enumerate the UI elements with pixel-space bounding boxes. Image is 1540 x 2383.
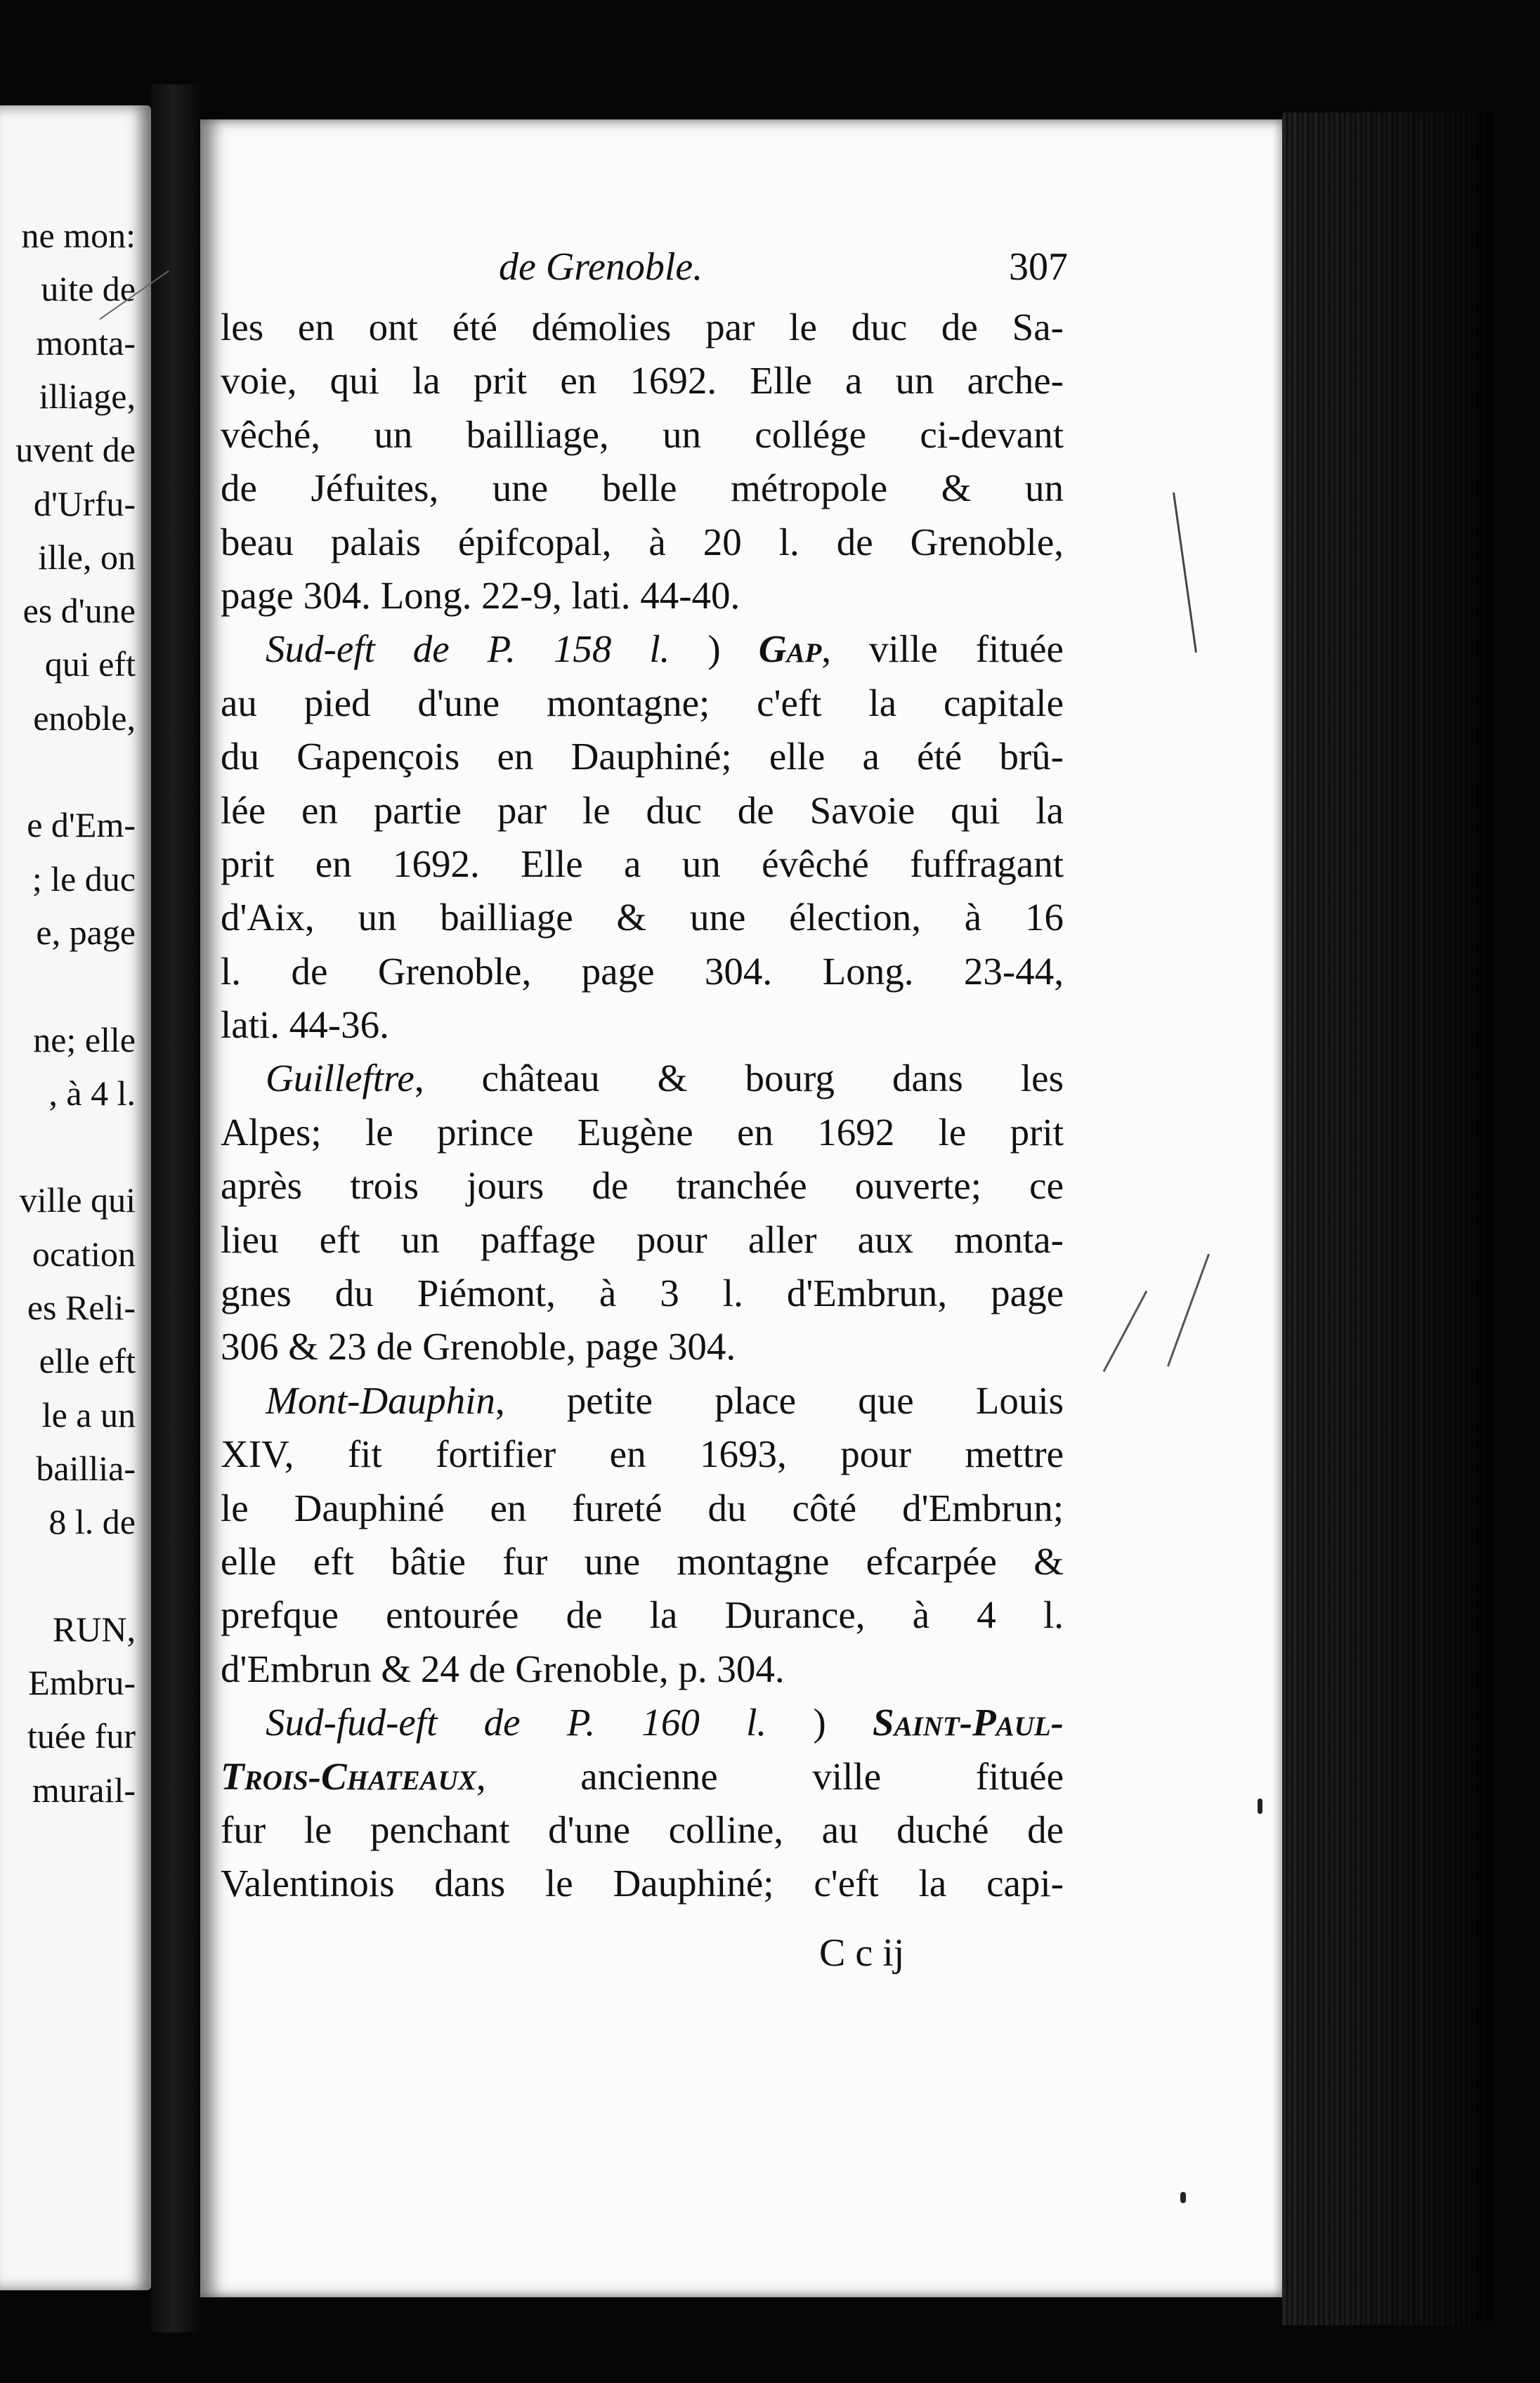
text-run: , ancienne ville fituée <box>476 1754 1064 1798</box>
text-run: lée en partie par le duc de Savoie qui la <box>221 788 1064 832</box>
page-body-text <box>221 301 1064 1911</box>
text-line <box>221 1374 1064 1428</box>
previous-page-fragment: RUN, <box>52 1609 136 1649</box>
previous-page-fragment: es Reli- <box>27 1288 136 1327</box>
scan-speck <box>1258 1798 1262 1814</box>
text-line <box>221 837 1064 891</box>
previous-page-fragment: monta- <box>36 322 136 363</box>
text-run: fur le penchant d'une colline, au duché de <box>221 1808 1064 1851</box>
previous-page-fragment: ne mon: <box>21 216 136 255</box>
text-line <box>221 1482 1064 1535</box>
text-line <box>221 945 1064 998</box>
page-number: 307 <box>1009 245 1068 289</box>
place-name: Saint-Paul- <box>872 1701 1064 1744</box>
text-line <box>221 1428 1064 1481</box>
running-head-title: de Grenoble. <box>499 245 703 289</box>
text-line <box>221 516 1064 569</box>
previous-page-fragment: 8 l. de <box>48 1502 136 1542</box>
text-run: 306 & 23 de Grenoble, page 304. <box>221 1325 736 1369</box>
text-run: les en ont été démolies par le duc de Sa- <box>221 306 1064 348</box>
italic-phrase: Guilleftre <box>266 1057 415 1100</box>
text-line <box>221 1588 1064 1642</box>
text-run: , château & bourg dans les <box>414 1057 1064 1100</box>
previous-page-fragment: qui eft <box>44 644 136 684</box>
text-run: , ville fituée <box>821 627 1064 671</box>
text-line <box>221 998 1064 1052</box>
text-line <box>221 462 1064 515</box>
text-line <box>221 1750 1064 1803</box>
text-run: voie, qui la prit en 1692. Elle a un arche- <box>221 359 1064 403</box>
text-line <box>221 1106 1064 1159</box>
text-run: après trois jours de tranchée ouverte; ce <box>221 1164 1064 1208</box>
previous-page-fragment: baillia- <box>36 1448 136 1488</box>
text-line <box>221 730 1064 783</box>
text-line <box>221 1267 1064 1320</box>
previous-page-fragment: elle eft <box>39 1341 136 1381</box>
previous-page-fragment: ne; elle <box>33 1019 136 1059</box>
previous-page-fragment: ille, on <box>38 537 136 577</box>
text-line <box>221 1159 1064 1213</box>
text-run: page 304. Long. 22-9, lati. 44-40. <box>221 573 740 617</box>
italic-phrase: Sud-eft de P. 158 l. <box>266 627 670 671</box>
text-run: ) <box>670 627 759 671</box>
text-line <box>221 677 1064 730</box>
page-block-shadow <box>1282 112 1493 2325</box>
text-line <box>221 569 1064 622</box>
text-line <box>221 301 1064 354</box>
text-line <box>221 891 1064 944</box>
previous-page-strip <box>0 105 151 2290</box>
signature-mark: C c ij <box>819 1931 905 1975</box>
text-line <box>221 1052 1064 1105</box>
running-head <box>218 247 1068 296</box>
text-line <box>221 1320 1064 1373</box>
previous-page-fragment: uite de <box>41 269 136 309</box>
previous-page-fragment: e d'Em- <box>27 805 136 845</box>
text-line <box>221 1643 1064 1696</box>
text-run: au pied d'une montagne; c'eft la capitale <box>221 681 1064 724</box>
text-run: l. de Grenoble, page 304. Long. 23-44, <box>221 949 1064 993</box>
text-line <box>221 1857 1064 1910</box>
text-line <box>221 408 1064 462</box>
text-run: lati. 44-36. <box>221 1003 389 1047</box>
previous-page-fragment: , à 4 l. <box>48 1073 136 1113</box>
text-run: d'Aix, un bailliage & une élection, à 16 <box>221 896 1064 939</box>
previous-page-fragment: enoble, <box>33 698 136 738</box>
text-run: lieu eft un paffage pour aller aux monta- <box>221 1217 1064 1261</box>
text-line <box>221 1803 1064 1857</box>
previous-page-fragment: d'Urfu- <box>33 483 136 523</box>
text-line <box>221 1696 1064 1749</box>
text-run: du Gapençois en Dauphiné; elle a été brû- <box>221 735 1064 778</box>
italic-phrase: Mont-Dauphin <box>266 1378 495 1422</box>
previous-page-fragment: murail- <box>32 1770 136 1810</box>
text-run: le Dauphiné en fureté du côté d'Embrun; <box>221 1486 1064 1529</box>
text-line <box>221 354 1064 407</box>
text-run: Valentinois dans le Dauphiné; c'eft la capi- <box>221 1862 1064 1905</box>
text-line <box>221 784 1064 837</box>
previous-page-fragment: ; le duc <box>32 858 136 899</box>
text-run: de Jéfuites, une belle métropole & un <box>221 466 1064 510</box>
text-run: prefque entourée de la Durance, à 4 l. <box>221 1593 1064 1637</box>
previous-page-fragment: es d'une <box>22 591 136 631</box>
text-line <box>221 622 1064 676</box>
text-run: XIV, fit fortifier en 1693, pour mettre <box>221 1432 1064 1476</box>
text-run: prit en 1692. Elle a un évêché fuffragant <box>221 842 1064 885</box>
text-run: d'Embrun & 24 de Grenoble, p. 304. <box>221 1647 785 1690</box>
book-gutter <box>151 84 200 2332</box>
previous-page-fragment: ville qui <box>19 1180 136 1220</box>
italic-phrase: Sud-fud-eft de P. 160 l. <box>266 1701 767 1744</box>
text-run: elle eft bâtie fur une montagne efcarpée & <box>221 1539 1064 1583</box>
previous-page-fragment: Embru- <box>28 1663 136 1703</box>
previous-page-fragment: ocation <box>32 1234 136 1274</box>
previous-page-fragment: le a un <box>41 1395 136 1435</box>
previous-page-fragment: uvent de <box>15 430 136 470</box>
place-name: Gap <box>758 627 822 671</box>
text-line <box>221 1213 1064 1267</box>
text-run: beau palais épifcopal, à 20 l. de Grenoble, <box>221 520 1064 563</box>
place-name: Trois-Chateaux <box>221 1754 476 1798</box>
text-run: , petite place que Louis <box>495 1378 1064 1422</box>
previous-page-fragment: tuée fur <box>27 1716 136 1756</box>
text-run: ) <box>766 1701 873 1744</box>
text-line <box>221 1535 1064 1588</box>
scan-speck <box>1180 2192 1186 2203</box>
previous-page-fragment: illiage, <box>39 376 136 416</box>
previous-page-fragment: e, page <box>36 912 136 952</box>
text-run: vêché, un bailliage, un collége ci-devant <box>221 412 1064 456</box>
text-run: Alpes; le prince Eugène en 1692 le prit <box>221 1110 1064 1154</box>
text-run: gnes du Piémont, à 3 l. d'Embrun, page <box>221 1272 1064 1315</box>
